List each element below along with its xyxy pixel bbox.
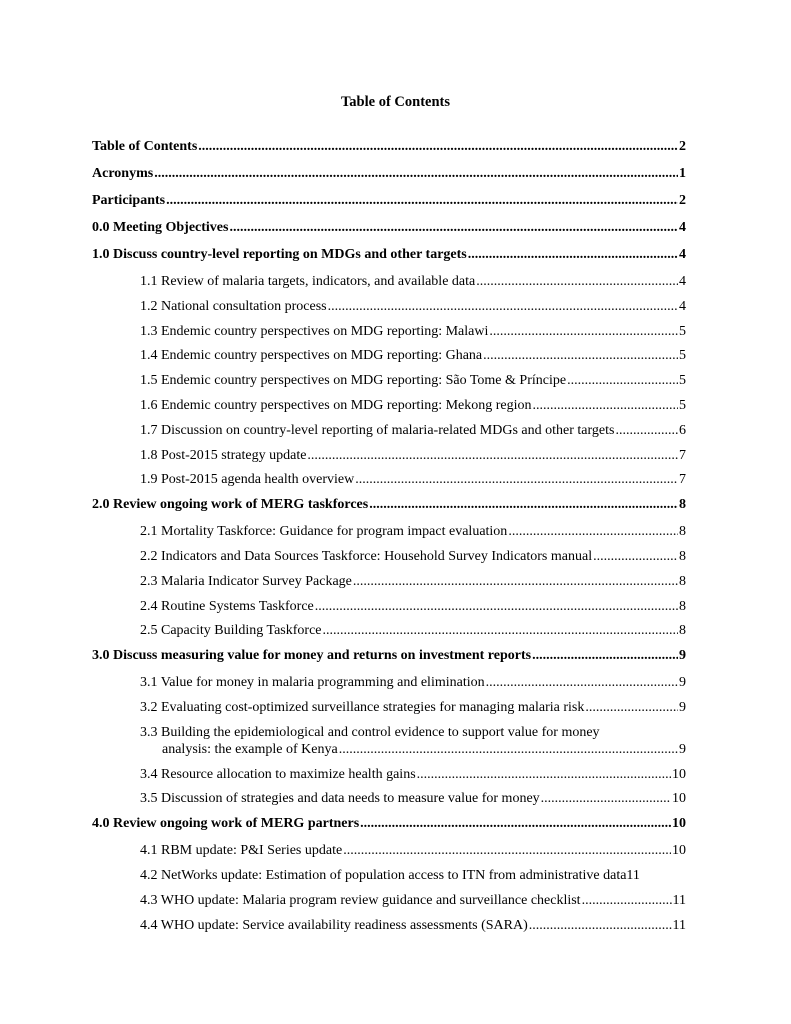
toc-entry-page: 9 bbox=[679, 699, 686, 715]
dot-leader bbox=[486, 674, 678, 691]
toc-entry[interactable] bbox=[140, 397, 686, 414]
toc-entry-text: 1.9 Post-2015 agenda health overview bbox=[140, 472, 355, 488]
dot-leader bbox=[532, 647, 678, 664]
toc-entry-text: 1.5 Endemic country perspectives on MDG reporting: São Tome & Príncipe bbox=[140, 373, 567, 389]
dot-leader bbox=[468, 246, 678, 263]
toc-entry-page: 8 bbox=[679, 573, 686, 589]
toc-entry-text: 1.6 Endemic country perspectives on MDG reporting: Mekong region bbox=[140, 397, 532, 413]
toc-entry-text: Participants bbox=[92, 193, 166, 208]
toc-entry-page: 4 bbox=[679, 274, 686, 289]
dot-leader bbox=[339, 741, 678, 758]
dot-leader bbox=[489, 323, 678, 340]
toc-entry-page: 11 bbox=[672, 917, 686, 933]
toc-entry-page: 8 bbox=[679, 524, 686, 540]
toc-entry-page: 2 bbox=[679, 139, 686, 154]
toc-entry-page: 8 bbox=[679, 548, 686, 564]
toc-entry-text: 2.0 Review ongoing work of MERG taskforces bbox=[92, 497, 369, 513]
dot-leader bbox=[315, 598, 678, 615]
toc-entry-text: 1.4 Endemic country perspectives on MDG reporting: Ghana bbox=[140, 348, 483, 364]
toc-entry-page: 4 bbox=[679, 220, 686, 235]
toc-entry-page: 5 bbox=[679, 397, 686, 413]
toc-entry-page: 11 bbox=[626, 867, 640, 883]
toc-entry[interactable] bbox=[140, 422, 686, 439]
dot-leader bbox=[369, 496, 678, 513]
toc-entry[interactable] bbox=[140, 471, 686, 488]
toc-entry-text: 2.4 Routine Systems Taskforce bbox=[140, 598, 314, 614]
toc-entry-page: 7 bbox=[679, 447, 686, 463]
toc-entry-text: 2.2 Indicators and Data Sources Taskforce: Household Survey Indicators manual bbox=[140, 548, 593, 564]
toc-entry[interactable] bbox=[92, 647, 686, 664]
toc-entry-text: 3.1 Value for money in malaria programming and elimination bbox=[140, 675, 485, 691]
dot-leader bbox=[229, 219, 678, 236]
dot-leader bbox=[355, 471, 678, 488]
toc-entry-text: 4.0 Review ongoing work of MERG partners bbox=[92, 816, 360, 832]
toc-entry-page: 6 bbox=[679, 422, 686, 438]
toc-entry-page: 9 bbox=[679, 648, 686, 664]
toc-entry-page: 10 bbox=[672, 791, 686, 807]
toc-entry-text: 3.4 Resource allocation to maximize health gains bbox=[140, 766, 416, 782]
toc-entry-page: 9 bbox=[679, 675, 686, 691]
dot-leader bbox=[582, 892, 672, 909]
toc-entry-text: 1.1 Review of malaria targets, indicators, and available data bbox=[140, 274, 476, 289]
dot-leader bbox=[593, 548, 678, 565]
toc-entry-text: 2.1 Mortality Taskforce: Guidance for program impact evaluation bbox=[140, 524, 508, 540]
toc-entry-text: Table of Contents bbox=[92, 139, 198, 154]
dot-leader bbox=[323, 622, 678, 639]
toc-entry-page: 7 bbox=[679, 472, 686, 488]
toc-entry[interactable] bbox=[92, 165, 686, 182]
dot-leader bbox=[353, 573, 678, 590]
toc-entry-text: 3.0 Discuss measuring value for money and returns on investment reports bbox=[92, 648, 532, 664]
toc-entry[interactable] bbox=[140, 892, 686, 909]
toc-entry-text: Acronyms bbox=[92, 166, 154, 181]
toc-entry-page: 4 bbox=[679, 298, 686, 314]
toc-entry-page: 5 bbox=[679, 323, 686, 339]
toc-entry-text: 2.5 Capacity Building Taskforce bbox=[140, 623, 322, 639]
toc-entry[interactable] bbox=[140, 347, 686, 364]
toc-entry[interactable] bbox=[140, 447, 686, 464]
toc-entry-text: 4.3 WHO update: Malaria program review guidance and surveillance checklist bbox=[140, 892, 581, 908]
toc-entry[interactable] bbox=[140, 372, 686, 389]
dot-leader bbox=[198, 138, 678, 155]
dot-leader bbox=[417, 766, 671, 783]
toc-entry-text: 1.0 Discuss country-level reporting on MDGs and other targets bbox=[92, 247, 467, 262]
toc-entry[interactable] bbox=[140, 598, 686, 615]
toc-entry-text: 2.3 Malaria Indicator Survey Package bbox=[140, 573, 352, 589]
dot-leader bbox=[307, 447, 678, 464]
dot-leader bbox=[615, 422, 678, 439]
dot-leader bbox=[343, 842, 671, 859]
toc-entry-text-continuation: analysis: the example of Kenya bbox=[162, 741, 338, 757]
toc-entry[interactable] bbox=[140, 298, 686, 315]
dot-leader bbox=[328, 298, 678, 315]
toc-entry[interactable] bbox=[92, 246, 686, 263]
toc-entry[interactable] bbox=[140, 867, 686, 884]
toc-entry[interactable] bbox=[140, 699, 686, 716]
dot-leader bbox=[476, 273, 678, 290]
dot-leader bbox=[585, 699, 678, 716]
toc-entry-page: 5 bbox=[679, 373, 686, 389]
toc-entry-text: 0.0 Meeting Objectives bbox=[92, 220, 229, 235]
toc-entry[interactable] bbox=[92, 815, 686, 832]
toc-entry[interactable] bbox=[140, 573, 686, 590]
dot-leader bbox=[567, 372, 678, 389]
toc-entry[interactable] bbox=[140, 273, 686, 290]
table-of-contents bbox=[92, 138, 686, 941]
toc-entry-page: 11 bbox=[672, 892, 686, 908]
toc-entry[interactable] bbox=[92, 496, 686, 513]
toc-entry[interactable] bbox=[92, 219, 686, 236]
toc-entry-text: 4.4 WHO update: Service availability readiness assessments (SARA) bbox=[140, 917, 528, 933]
toc-entry-text: 3.3 Building the epidemiological and control evidence to support value for money bbox=[140, 724, 600, 740]
toc-entry-page: 8 bbox=[679, 497, 686, 513]
toc-entry-text: 1.7 Discussion on country-level reporting of malaria-related MDGs and other targets bbox=[140, 422, 615, 438]
toc-entry-page: 8 bbox=[679, 598, 686, 614]
toc-entry-page: 10 bbox=[672, 843, 686, 859]
toc-entry-page: 10 bbox=[672, 816, 686, 832]
toc-entry-page: 4 bbox=[679, 247, 686, 262]
toc-entry-page: 2 bbox=[679, 193, 686, 208]
toc-entry[interactable] bbox=[140, 548, 686, 565]
dot-leader bbox=[360, 815, 671, 832]
toc-entry-page: 10 bbox=[672, 766, 686, 782]
toc-entry[interactable] bbox=[140, 766, 686, 783]
toc-entry[interactable] bbox=[140, 523, 686, 540]
toc-heading: Table of Contents bbox=[340, 94, 451, 110]
toc-entry-text: 1.8 Post-2015 strategy update bbox=[140, 447, 307, 463]
toc-entry-text: 3.2 Evaluating cost-optimized surveillance strategies for managing malaria risk bbox=[140, 699, 585, 715]
toc-entry-text: 1.3 Endemic country perspectives on MDG reporting: Malawi bbox=[140, 323, 489, 339]
toc-entry-text: 4.1 RBM update: P&I Series update bbox=[140, 843, 343, 859]
toc-entry-text: 3.5 Discussion of strategies and data needs to measure value for money bbox=[140, 791, 540, 807]
toc-entry[interactable] bbox=[140, 674, 686, 691]
dot-leader bbox=[533, 397, 678, 414]
toc-entry-page: 9 bbox=[679, 741, 686, 757]
toc-entry[interactable] bbox=[140, 622, 686, 639]
toc-entry-text: 4.2 NetWorks update: Estimation of population access to ITN from administrative data bbox=[140, 867, 627, 883]
dot-leader bbox=[508, 523, 678, 540]
toc-entry[interactable] bbox=[140, 323, 686, 340]
dot-leader bbox=[166, 192, 678, 209]
dot-leader bbox=[483, 347, 678, 364]
toc-entry[interactable] bbox=[140, 842, 686, 859]
toc-entry-page: 8 bbox=[679, 623, 686, 639]
toc-entry[interactable] bbox=[140, 724, 686, 758]
dot-leader bbox=[541, 790, 671, 807]
toc-entry-page: 1 bbox=[679, 166, 686, 181]
toc-entry[interactable] bbox=[92, 192, 686, 209]
toc-entry[interactable] bbox=[140, 917, 686, 934]
dot-leader bbox=[154, 165, 678, 182]
toc-entry-text: 1.2 National consultation process bbox=[140, 298, 327, 314]
toc-entry[interactable] bbox=[92, 138, 686, 155]
toc-entry[interactable] bbox=[140, 790, 686, 807]
toc-entry-page: 5 bbox=[679, 348, 686, 364]
dot-leader bbox=[529, 917, 672, 934]
